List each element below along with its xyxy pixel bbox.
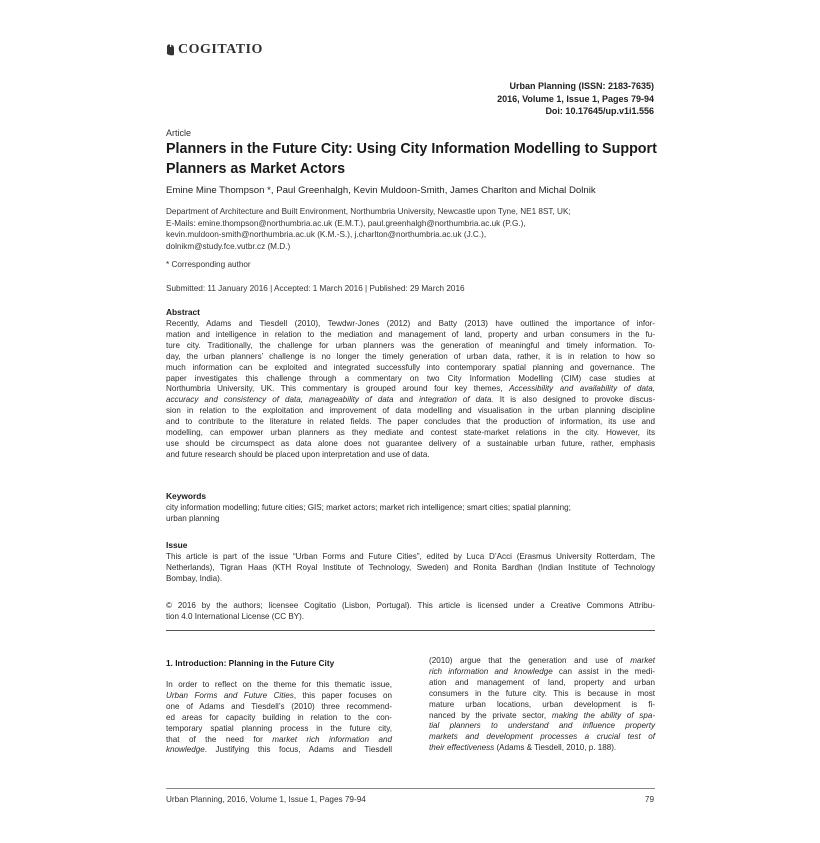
- abstract-text: [166, 319, 655, 461]
- abstract-line: accuracy and consistency of data, manageability of data and integration of data. It is also designed to provoke discus-: [166, 395, 656, 405]
- keywords-line: city information modelling; future cities; GIS; market actors; market rich intelligence; smart cities; spatial planning;: [166, 503, 571, 512]
- paper-title: Planners in the Future City: Using City Information Modelling to Support Planners as Market Actors: [166, 141, 657, 177]
- intro-line: markets and development processes a crucial test of: [429, 732, 655, 742]
- affiliation-line: dolnikm@study.fce.vutbr.cz (M.D.): [166, 241, 291, 251]
- intro-line: tial planners to understand and influence property: [429, 721, 655, 731]
- issue-text: [166, 552, 655, 585]
- intro-line: ed areas for capacity building in relation to the con-: [166, 712, 392, 722]
- intro-line: temporary spatial planning process in the future city,: [166, 723, 392, 733]
- submission-dates: Submitted: 11 January 2016 | Accepted: 1 March 2016 | Published: 29 March 2016: [166, 284, 465, 293]
- abstract-heading: Abstract: [166, 307, 200, 317]
- abstract-line: and future research should be placed upon interpretation and use of data.: [166, 449, 430, 459]
- journal-doi: Doi: 10.17645/up.v1i1.556: [545, 106, 654, 116]
- issue-heading: Issue: [166, 540, 188, 550]
- abstract-line: and to contribute to the literature in related fields. The paper concludes that the production of information, its use and: [166, 417, 655, 427]
- keywords-heading: Keywords: [166, 491, 207, 501]
- intro-line: rich information and knowledge can assist in the medi-: [429, 666, 656, 676]
- intro-line: that of the need for market rich information and: [166, 734, 392, 744]
- section-divider: [166, 630, 655, 631]
- journal-volume: 2016, Volume 1, Issue 1, Pages 79-94: [497, 93, 654, 104]
- issue-line: This article is part of the issue “Urban Forms and Future Cities”, edited by Luca D’Acci (Erasmus University Rotterdam, The: [166, 552, 655, 561]
- footer-citation: Urban Planning, 2016, Volume 1, Issue 1, Pages 79-94: [166, 795, 366, 804]
- issue-line: Bombay, India).: [166, 573, 223, 583]
- page-number: 79: [644, 795, 654, 804]
- intro-line: their effectiveness (Adams & Tiesdell, 2010, p. 188).: [429, 743, 617, 753]
- issue-line: Netherlands), Tigran Haas (KTH Royal Institute of Technology, Sweden) and Ronita Bardhan (Indian Institute of Technology: [166, 562, 655, 572]
- license-text: [166, 601, 655, 623]
- affiliation-line: E-Mails: emine.thompson@northumbria.ac.uk (E.M.T.), paul.greenhalgh@northumbria.ac.uk (P.G.),: [166, 218, 526, 228]
- abstract-line: ture city. Traditionally, the challenge for urban planners was the generation of meaningful and timely information. To-: [166, 340, 655, 350]
- intro-line: one of Adams and Tiesdell’s (2010) three recommend-: [166, 701, 392, 711]
- affiliation-line: kevin.muldoon-smith@northumbria.ac.uk (K.M.-S.), j.charlton@northumbria.ac.uk (J.C.),: [166, 230, 487, 239]
- corresponding-author-note: * Corresponding author: [166, 260, 251, 269]
- abstract-line: paper investigates this challenge through a commentary on two City Information Modelling (CIM) case studies at: [166, 373, 655, 383]
- abstract-line: Northumbria University, UK. This commentary is grouped around four key themes, Accessibility and availability of data,: [166, 384, 655, 394]
- cogitatio-leaf-icon: [166, 44, 175, 56]
- affiliation: [166, 206, 666, 252]
- affiliation-line: Department of Architecture and Built Environment, Northumbria University, Newcastle upon Tyne, NE1 8ST, UK;: [166, 207, 571, 216]
- journal-info: [497, 80, 654, 118]
- footer-divider: [166, 788, 655, 789]
- abstract-line: day, the urban planners’ challenge is no longer the timely generation of urban data, rather, it is in relation to how so: [166, 351, 655, 361]
- intro-line: ation and management of land, property and urban: [429, 677, 655, 687]
- publisher-logo: [166, 42, 263, 58]
- license-line: © 2016 by the authors; licensee Cogitatio (Lisbon, Portugal). This article is licensed under a Creative Commons Attribu-: [166, 601, 655, 610]
- abstract-line: modelling, can empower urban planners as they mediate and contest state-market relations in the city. However, its: [166, 428, 655, 438]
- abstract-line: use should be circumspect as data alone does not guarantee delivery of a sustainable urban future, rather, emphasis: [166, 438, 655, 448]
- author-list: Emine Mine Thompson *, Paul Greenhalgh, Kevin Muldoon-Smith, James Charlton and Michal Dolnik: [166, 185, 596, 196]
- journal-issn: Urban Planning (ISSN: 2183-7635): [509, 81, 654, 91]
- intro-line: In order to reflect on the theme for this thematic issue,: [166, 680, 392, 689]
- article-type-label: Article: [166, 128, 192, 138]
- abstract-line: much information can be exploited and integrated successfully into contemporary spatial planning and governance. The: [166, 362, 655, 372]
- abstract-line: sion in relation to the exploitation and improvement of data modelling and visualisation in the urban planning discipline: [166, 406, 655, 416]
- intro-line: Urban Forms and Future Cities, this paper focuses on: [166, 690, 393, 700]
- license-line: tion 4.0 International License (CC BY).: [166, 611, 305, 621]
- intro-line: (2010) argue that the generation and use of market: [429, 656, 655, 665]
- abstract-line: mation and intelligence in relation to the mediation and management of land, property and urban consumers in the fu-: [166, 329, 655, 339]
- intro-line: knowledge. Justifying this focus, Adams and Tiesdell: [166, 745, 392, 755]
- keywords-text: [166, 503, 655, 525]
- intro-line: mature urban locations, urban development is fi-: [429, 699, 655, 709]
- abstract-line: Recently, Adams and Tiesdell (2010), Tewdwr-Jones (2012) and Batty (2013) have outlined the importance of infor-: [166, 319, 655, 328]
- intro-right-column: [429, 656, 655, 754]
- intro-line: consumers in the future city. This is because in most: [429, 688, 655, 698]
- intro-line: nanced by the private sector, making the ability of spa-: [429, 710, 656, 720]
- intro-heading: 1. Introduction: Planning in the Future City: [166, 658, 335, 668]
- intro-left-column: [166, 680, 392, 756]
- keywords-line: urban planning: [166, 513, 220, 523]
- logo-text: COGITATIO: [178, 42, 263, 57]
